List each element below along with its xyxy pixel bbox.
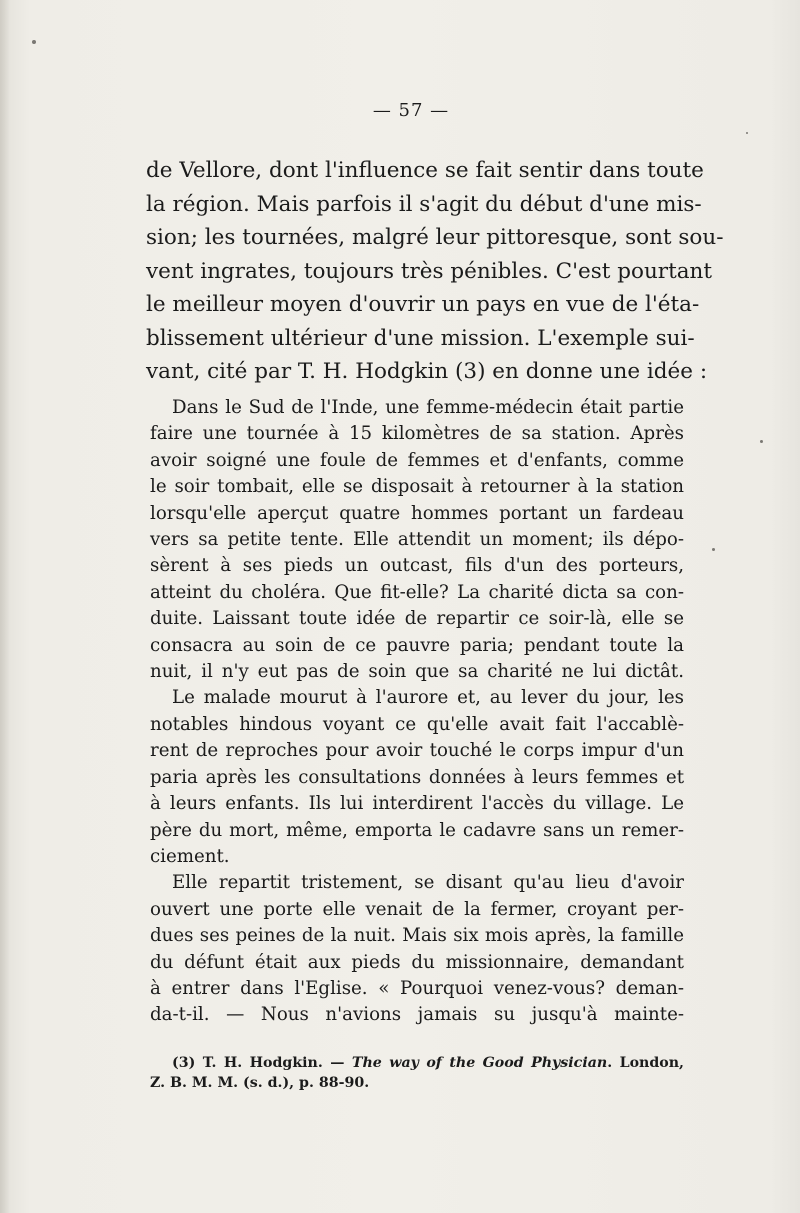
quote-line: à leurs enfants. Ils lui interdirent l'accès du village. Le [150,793,684,815]
quote-line: ciement. [150,845,230,867]
quote-line: sèrent à ses pieds un outcast, fils d'un des porteurs, [150,555,684,577]
quote-line: le soir tombait, elle se disposait à retourner à la station [150,476,684,498]
quote-line: paria après les consultations données à leurs femmes et [150,766,684,788]
text-line: la région. Mais parfois il s'agit du début d'une mis- [146,191,702,217]
footnote-ref: (3) T. H. Hodgkin. — [172,1055,352,1071]
scan-speck [32,40,36,44]
text-line: de Vellore, dont l'influence se fait sentir dans toute [146,158,704,183]
footnote-line [150,1053,684,1073]
quoted-passage [150,395,684,1029]
quote-line: nuit, il n'y eut pas de soin que sa charité ne lui dictât. [150,661,684,683]
text-line: le meilleur moyen d'ouvrir un pays en vue de l'éta- [146,292,700,317]
scan-speck [712,548,715,551]
quote-line: consacra au soin de ce pauvre paria; pendant toute la [150,634,684,656]
quote-line: rent de reproches pour avoir touché le corps impur d'un [150,740,684,762]
main-paragraph [146,154,724,389]
quote-line: Elle repartit tristement, se disant qu'au lieu d'avoir [172,872,684,894]
quote-line: da-t-il. — Nous n'avions jamais su jusqu'à mainte- [150,1004,684,1026]
quote-line: à entrer dans l'Eglise. « Pourquoi venez-vous? deman- [150,977,684,999]
quote-line: Dans le Sud de l'Inde, une femme-médecin était partie [172,397,684,418]
text-line: blissement ultérieur d'une mission. L'exemple sui- [146,325,695,351]
quote-line: ouvert une porte elle venait de la fermer, croyant per- [150,898,684,920]
quote-line: notables hindous voyant ce qu'elle avait fait l'accablè- [150,713,684,735]
quote-line: dues ses peines de la nuit. Mais six mois après, la famille [150,925,684,947]
page-number: — 57 — [372,100,450,121]
quote-line: vers sa petite tente. Elle attendit un moment; ils dépo- [150,529,684,551]
footnote [150,1053,684,1093]
quote-line: Le malade mourut à l'aurore et, au lever du jour, les [172,687,684,709]
text-line: sion; les tournées, malgré leur pittoresque, sont sou- [146,225,724,250]
footnote-line: Z. B. M. M. (s. d.), p. 88-90. [150,1075,370,1091]
quote-line: faire une tournée à 15 kilomètres de sa station. Après [150,423,684,445]
quote-line: lorsqu'elle aperçut quatre hommes portant un fardeau [150,502,684,524]
page-binding-shadow [0,0,10,1213]
quote-line: atteint du choléra. Que fit-elle? La charité dicta sa con- [150,581,684,603]
quote-line: duite. Laissant toute idée de repartir ce soir-là, elle se [150,608,684,630]
quote-line: du défunt était aux pieds du missionnaire, demandant [150,951,684,973]
footnote-publisher: . London, [607,1055,684,1071]
quote-line: avoir soigné une foule de femmes et d'enfants, comme [150,449,684,471]
footnote-book-title: The way of the Good Physician [351,1055,608,1071]
scan-speck [760,440,763,443]
quote-line: père du mort, même, emporta le cadavre sans un remer- [150,819,684,841]
text-line: vant, cité par T. H. Hodgkin (3) en donne une idée : [146,359,708,384]
scan-speck [746,132,748,134]
text-line: vent ingrates, toujours très pénibles. C'est pourtant [146,258,713,284]
